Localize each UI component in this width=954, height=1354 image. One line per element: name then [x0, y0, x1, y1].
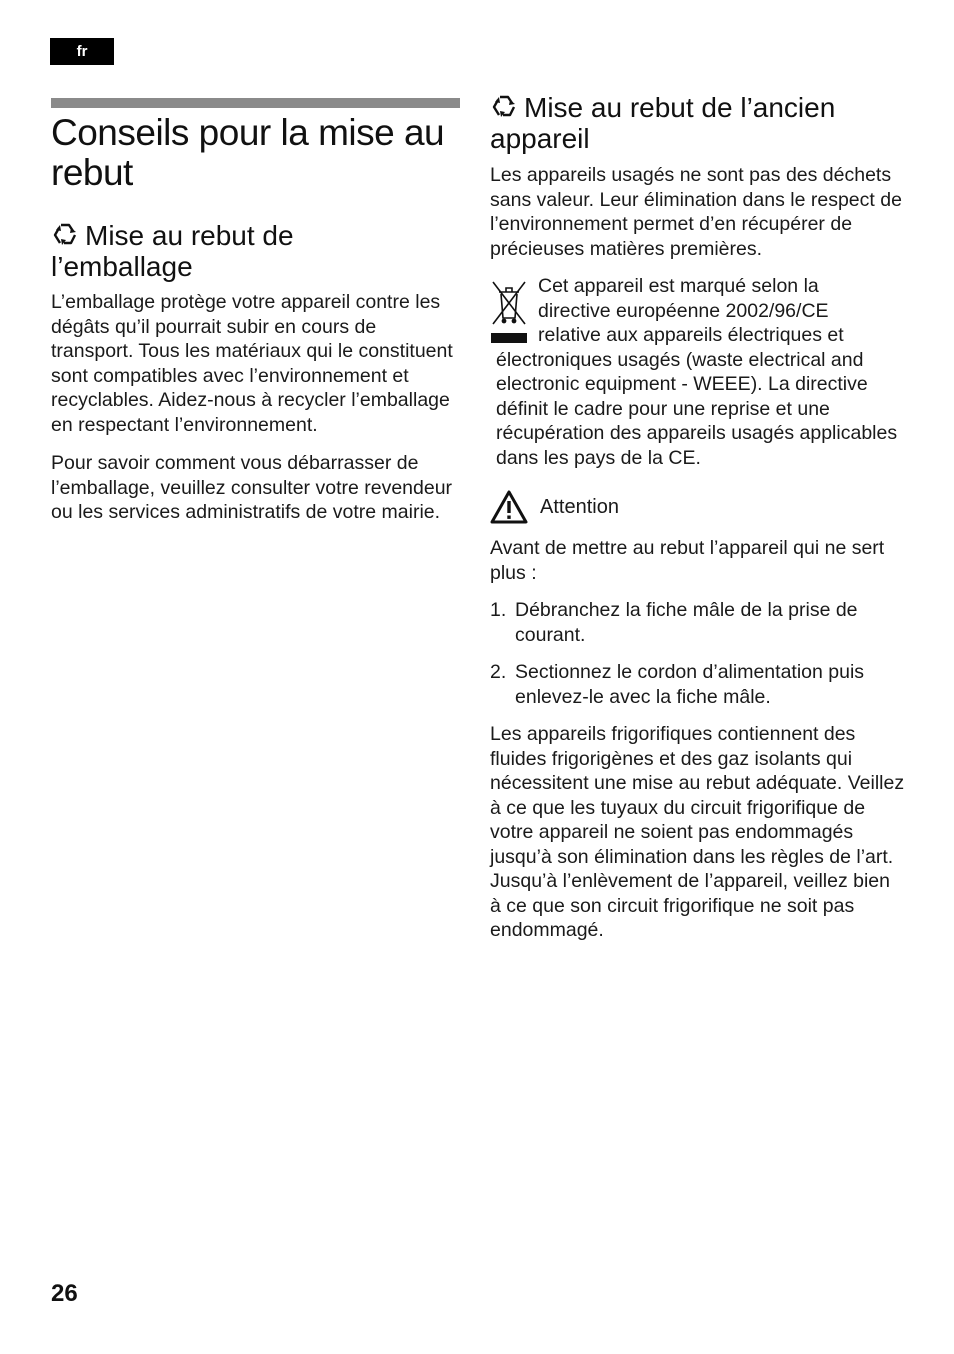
- step-number: 2.: [490, 661, 507, 683]
- packaging-paragraph-2: Pour savoir comment vous débarrasser de l’emballage, veuillez consulter votre revendeur ou les services administratifs de votre mairie.: [51, 452, 453, 523]
- warning-icon: [490, 490, 528, 524]
- step-number: 1.: [490, 599, 507, 621]
- steps-list: [490, 598, 905, 709]
- step-text: Débranchez la fiche mâle de la prise de courant.: [515, 599, 858, 646]
- page-title: Conseils pour la mise au rebut: [51, 112, 445, 193]
- title-rule: [51, 98, 460, 108]
- section-heading-old-appliance: [490, 92, 905, 154]
- attention-paragraph: Avant de mettre au rebut l’appareil qui ne sert plus :: [490, 537, 885, 584]
- weee-notice: [490, 274, 905, 470]
- weee-line-3: relative aux appareils électriques et: [538, 324, 844, 346]
- packaging-paragraph-1: L’emballage protège votre appareil contre les dégâts qu’il pourrait subir en cours de transport. Tous les matériaux qui le constituent sont compatibles avec l’environnement et recyclables. Aidez-nous à recycler l’emballage en respectant l’environnement.: [51, 291, 453, 436]
- refrigerant-paragraph: Les appareils frigorifiques contiennent des fluides frigorigènes et des gaz isolants qui nécessitent une mise au rebut adéquate. Veillez à ce que les tuyaux du circuit frigorifique de votre appareil ne soient pas endommagés jusqu’à son élimination dans les règles de l’art. Jusqu’à l’enlèvement de l’appareil, veillez bien à ce que son circuit frigorifique ne soit pas endommagé.: [490, 723, 905, 941]
- weee-line-2: directive européenne 2002/96/CE: [538, 299, 829, 322]
- weee-bin-icon: [490, 278, 528, 344]
- recycle-icon: [51, 220, 79, 248]
- language-tab: fr: [50, 38, 114, 65]
- attention-label: Attention: [540, 495, 619, 518]
- list-item: [490, 598, 905, 647]
- section-heading-packaging: [51, 220, 311, 282]
- weee-text: électroniques usagés (waste electrical and electronic equipment - WEEE). La directive définit le cadre pour une reprise et une récupération des appareils usagés applicables dans les pays de la CE.: [496, 348, 898, 469]
- list-item: [490, 660, 905, 709]
- old-appliance-paragraph-1: Les appareils usagés ne sont pas des déchets sans valeur. Leur élimination dans le respect de l’environnement permet d’en récupérer de précieuses matières premières.: [490, 164, 902, 260]
- step-text: Sectionnez le cordon d’alimentation puis enlevez-le avec la fiche mâle.: [515, 661, 865, 708]
- weee-line-1: Cet appareil est marqué selon la: [538, 275, 819, 297]
- recycle-icon: [490, 92, 518, 120]
- left-column: [51, 113, 463, 525]
- attention-heading: [490, 490, 905, 524]
- page-number: 26: [51, 1280, 78, 1307]
- section-heading-old-appliance-text: Mise au rebut de l’ancien appareil: [490, 92, 836, 154]
- section-heading-packaging-text: Mise au rebut de l’emballage: [51, 220, 294, 282]
- right-column: [490, 92, 905, 943]
